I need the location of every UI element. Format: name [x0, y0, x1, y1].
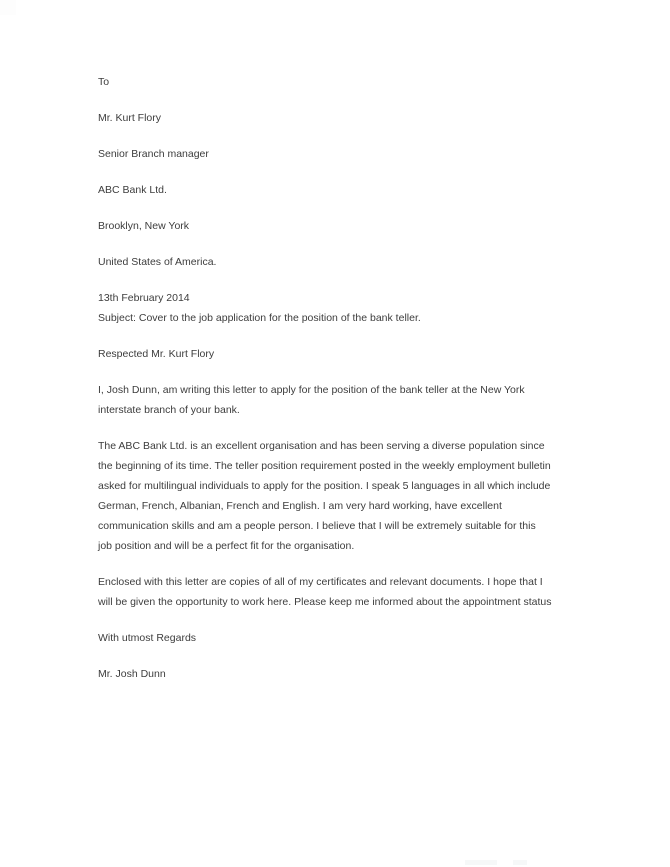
recipient-title: Senior Branch manager	[98, 148, 209, 160]
body-paragraph-3	[98, 572, 570, 612]
signature-name: Mr. Josh Dunn	[98, 668, 166, 680]
paragraph-line: I, Josh Dunn, am writing this letter to apply for the position of the bank teller at the New York	[98, 384, 525, 396]
subject-line: Subject: Cover to the job application for the position of the bank teller.	[98, 312, 421, 324]
paragraph-line: The ABC Bank Ltd. is an excellent organisation and has been serving a diverse population since	[98, 440, 545, 452]
paragraph-line: job position and will be a perfect fit for the organisation.	[98, 540, 355, 552]
recipient-city: Brooklyn, New York	[98, 220, 190, 232]
date-subject-block	[98, 288, 570, 328]
paragraph-line: will be given the opportunity to work here. Please keep me informed about the appointment status	[98, 596, 552, 608]
paragraph-line: asked for multilingual individuals to apply for the position. I speak 5 languages in all which include	[98, 480, 551, 492]
watermark-artifact	[465, 860, 497, 865]
paragraph-line: interstate branch of your bank.	[98, 404, 240, 416]
greeting-line: Respected Mr. Kurt Flory	[98, 348, 215, 360]
body-paragraph-2	[98, 436, 570, 556]
paragraph-line: German, French, Albanian, French and English. I am very hard working, have excellent	[98, 500, 502, 512]
recipient-company: ABC Bank Ltd.	[98, 184, 167, 196]
recipient-salutation: To	[98, 76, 110, 88]
recipient-name: Mr. Kurt Flory	[98, 112, 162, 124]
closing-line: With utmost Regards	[98, 632, 197, 644]
recipient-country: United States of America.	[98, 256, 217, 268]
letter-date: 13th February 2014	[98, 292, 190, 304]
body-paragraph-1	[98, 380, 570, 420]
scan-artifact-corner	[0, 0, 16, 15]
paragraph-line: the beginning of its time. The teller position requirement posted in the weekly employment bulletin	[98, 460, 551, 472]
paragraph-line: communication skills and am a people person. I believe that I will be extremely suitable for this	[98, 520, 536, 532]
paragraph-line: Enclosed with this letter are copies of all of my certificates and relevant documents. I hope that I	[98, 576, 543, 588]
watermark-artifact	[513, 860, 527, 865]
